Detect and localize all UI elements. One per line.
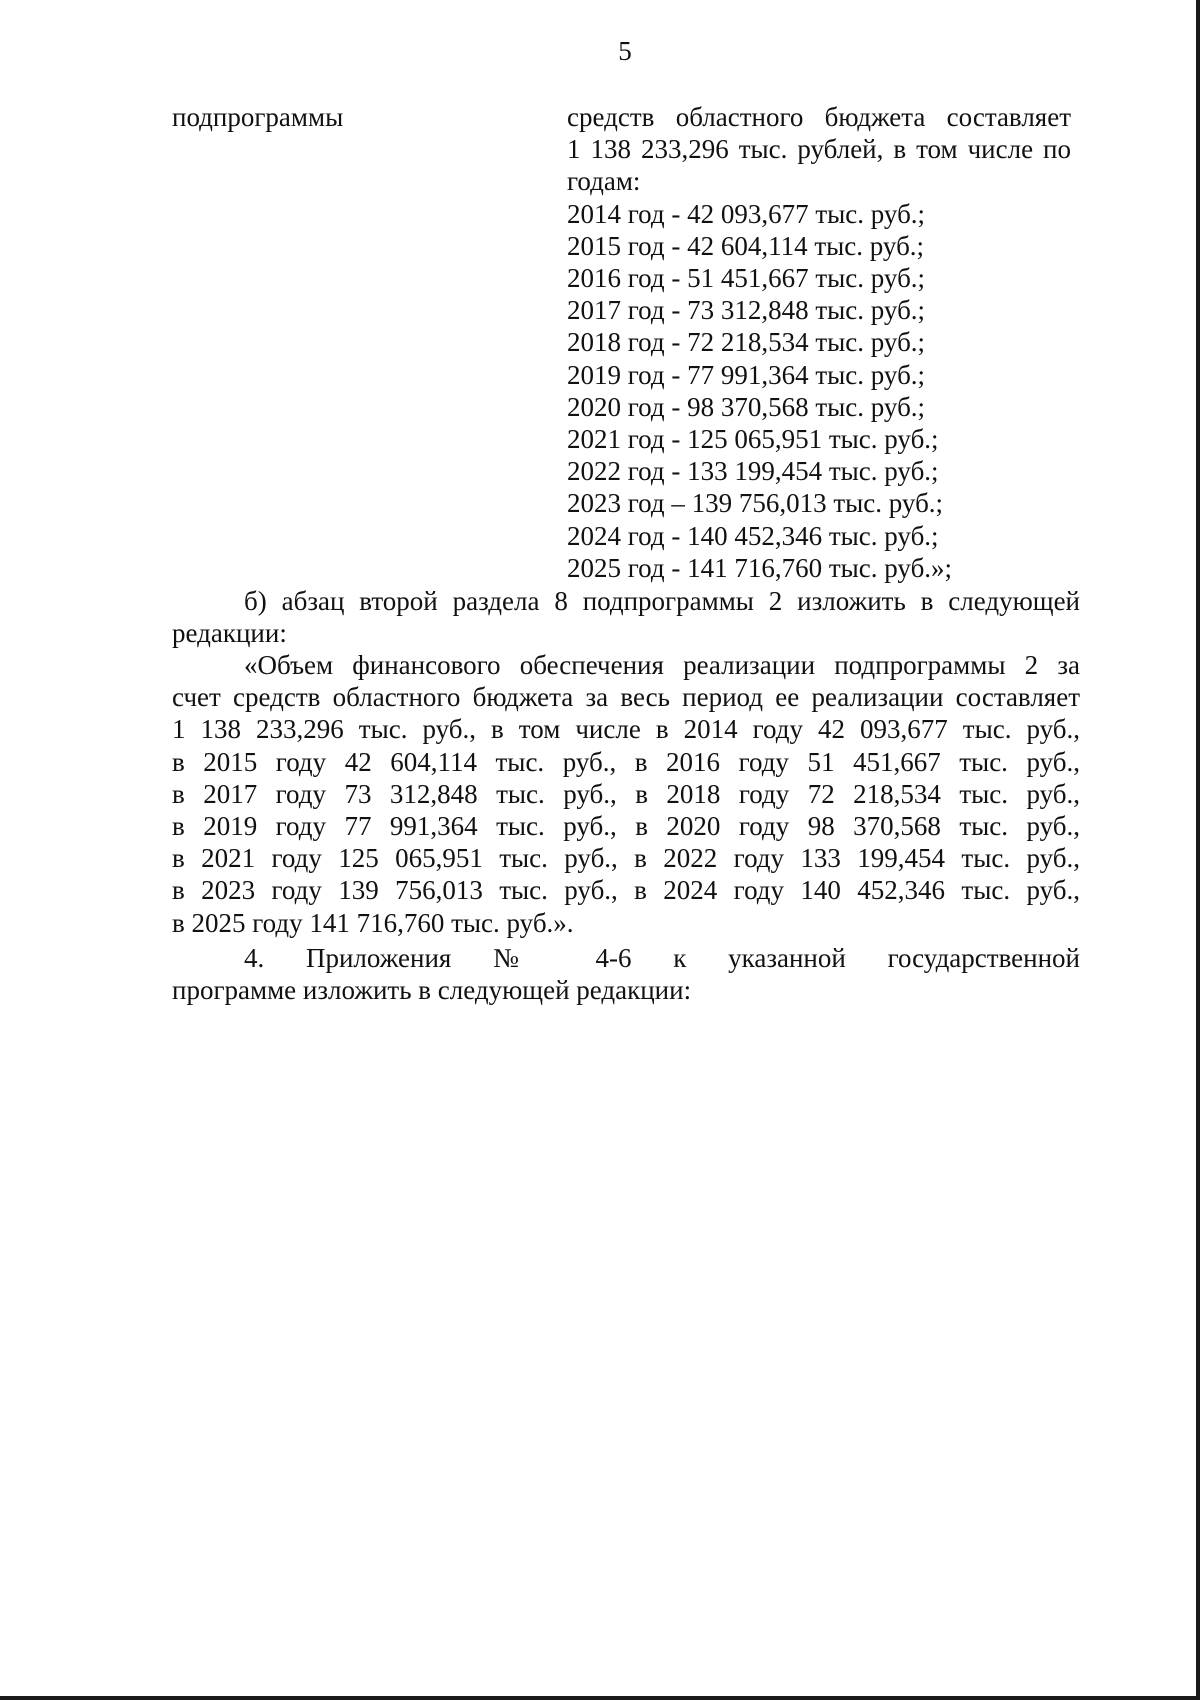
passport-year-line: 2016 год - 51 451,667 тыс. руб.;: [567, 263, 926, 294]
quoted-funding-paragraph: [172, 649, 1080, 939]
paragraph-line: 1 138 233,296 тыс. руб., в том числе в 2014 году 42 093,677 тыс. руб.,: [172, 714, 1080, 745]
paragraph-line: в 2021 году 125 065,951 тыс. руб., в 2022 году 133 199,454 тыс. руб.,: [172, 843, 1080, 874]
scan-border-bottom: [0, 1696, 1200, 1700]
passport-year-line: 2022 год - 133 199,454 тыс. руб.;: [567, 456, 939, 487]
paragraph-4: [172, 942, 1080, 1006]
passport-intro-line: годам:: [567, 166, 641, 197]
passport-year-line: 2025 год - 141 716,760 тыс. руб.»;: [567, 552, 953, 583]
passport-year-line: 2017 год - 73 312,848 тыс. руб.;: [567, 295, 926, 326]
passport-year-line: 2021 год - 125 065,951 тыс. руб.;: [567, 424, 939, 455]
passport-year-line: 2015 год - 42 604,114 тыс. руб.;: [567, 230, 925, 261]
passport-intro-line: средств областного бюджета составляет: [567, 102, 1071, 132]
passport-year-line: 2023 год – 139 756,013 тыс. руб.;: [567, 488, 944, 519]
paragraph-line: в 2025 году 141 716,760 тыс. руб.».: [172, 907, 574, 938]
paragraph-line: программе изложить в следующей редакции:: [172, 975, 692, 1006]
passport-year-line: 2020 год - 98 370,568 тыс. руб.;: [567, 391, 926, 422]
passport-year-line: 2018 год - 72 218,534 тыс. руб.;: [567, 327, 926, 358]
paragraph-line: счет средств областного бюджета за весь период ее реализации составляет: [172, 682, 1080, 713]
passport-year-line: 2024 год - 140 452,346 тыс. руб.;: [567, 520, 939, 551]
paragraph-line: «Объем финансового обеспечения реализации подпрограммы 2 за: [244, 650, 1080, 680]
paragraph-line: редакции:: [172, 618, 287, 649]
passport-year-line: 2014 год - 42 093,677 тыс. руб.;: [567, 198, 926, 229]
passport-row-label: подпрограммы: [172, 102, 344, 132]
paragraph-line: в 2015 году 42 604,114 тыс. руб., в 2016 году 51 451,667 тыс. руб.,: [172, 746, 1080, 777]
paragraph-b: [172, 585, 1080, 649]
scan-border-right: [1196, 0, 1200, 1700]
paragraph-line: в 2019 году 77 991,364 тыс. руб., в 2020 году 98 370,568 тыс. руб.,: [172, 811, 1080, 842]
passport-row-value: [567, 101, 1071, 584]
page-number: 5: [618, 36, 632, 66]
passport-year-line: 2019 год - 77 991,364 тыс. руб.;: [567, 359, 926, 390]
paragraph-line: в 2017 году 73 312,848 тыс. руб., в 2018 году 72 218,534 тыс. руб.,: [172, 778, 1080, 809]
paragraph-line: 4. Приложения № 4-6 к указанной государственной: [244, 943, 1080, 973]
paragraph-line: в 2023 году 139 756,013 тыс. руб., в 2024 году 140 452,346 тыс. руб.,: [172, 875, 1080, 906]
passport-intro-line: 1 138 233,296 тыс. рублей, в том числе по: [567, 134, 1071, 165]
paragraph-line: б) абзац второй раздела 8 подпрограммы 2 изложить в следующей: [244, 586, 1080, 616]
